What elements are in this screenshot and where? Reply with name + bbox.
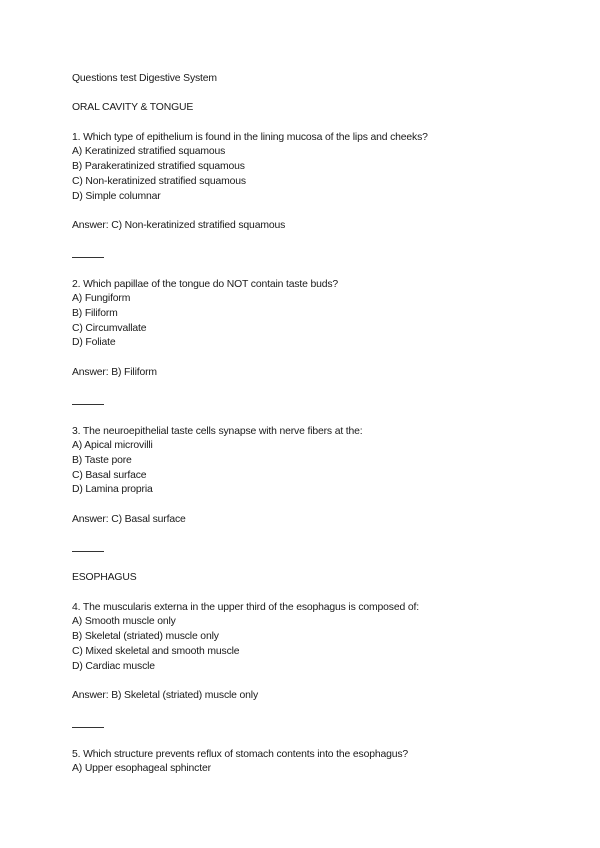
- option-a: A) Keratinized stratified squamous: [72, 146, 226, 158]
- question-block: [72, 278, 532, 425]
- separator-rule: [72, 718, 532, 733]
- question-block: [72, 601, 532, 748]
- spacer: [72, 116, 532, 131]
- option-d: D) Simple columnar: [72, 190, 161, 202]
- separator-rule: [72, 248, 532, 263]
- spacer: [72, 557, 532, 572]
- option-c: C) Non-keratinized stratified squamous: [72, 175, 246, 187]
- option-b: B) Filiform: [72, 308, 118, 319]
- spacer: [72, 410, 532, 425]
- spacer: [72, 498, 532, 513]
- option-c: C) Basal surface: [72, 469, 147, 481]
- question-block: [72, 131, 532, 278]
- question-text: 3. The neuroepithelial taste cells synapse with nerve fibers at the:: [72, 425, 363, 437]
- document-title: Questions test Digestive System: [72, 73, 217, 84]
- option-d: D) Cardiac muscle: [72, 660, 155, 672]
- spacer: [72, 204, 532, 219]
- spacer: [72, 704, 532, 719]
- option-b: B) Taste pore: [72, 454, 132, 466]
- section-heading: ORAL CAVITY & TONGUE: [72, 102, 194, 114]
- answer-text: Answer: B) Filiform: [72, 366, 157, 378]
- answer-text: Answer: C) Non-keratinized stratified squamous: [72, 219, 286, 231]
- spacer: [72, 234, 532, 249]
- question-text: 5. Which structure prevents reflux of stomach contents into the esophagus?: [72, 748, 409, 760]
- option-a: A) Apical microvilli: [72, 440, 153, 452]
- option-c: C) Mixed skeletal and smooth muscle: [72, 645, 240, 657]
- separator-rule: [72, 542, 532, 557]
- question-text: 1. Which type of epithelium is found in the lining mucosa of the lips and cheeks?: [72, 131, 428, 143]
- question-text: 2. Which papillae of the tongue do NOT contain taste buds?: [72, 278, 339, 290]
- question-text: 4. The muscularis externa in the upper third of the esophagus is composed of:: [72, 601, 419, 613]
- answer-text: Answer: C) Basal surface: [72, 513, 186, 525]
- spacer: [72, 351, 532, 366]
- option-a: A) Upper esophageal sphincter: [72, 763, 211, 775]
- spacer: [72, 380, 532, 395]
- spacer: [72, 263, 532, 278]
- question-block: [72, 748, 532, 777]
- option-d: D) Foliate: [72, 337, 116, 349]
- spacer: [72, 586, 532, 601]
- separator-rule: [72, 395, 532, 410]
- option-a: A) Smooth muscle only: [72, 616, 176, 628]
- document-page: [72, 72, 532, 777]
- option-b: B) Parakeratinized stratified squamous: [72, 161, 245, 173]
- spacer: [72, 527, 532, 542]
- option-a: A) Fungiform: [72, 293, 131, 305]
- question-block: [72, 425, 532, 572]
- answer-text: Answer: B) Skeletal (striated) muscle only: [72, 689, 258, 701]
- option-d: D) Lamina propria: [72, 484, 153, 496]
- spacer: [72, 674, 532, 689]
- option-c: C) Circumvallate: [72, 322, 147, 334]
- spacer: [72, 733, 532, 748]
- spacer: [72, 87, 532, 102]
- option-b: B) Skeletal (striated) muscle only: [72, 631, 219, 643]
- section-heading: ESOPHAGUS: [72, 572, 137, 584]
